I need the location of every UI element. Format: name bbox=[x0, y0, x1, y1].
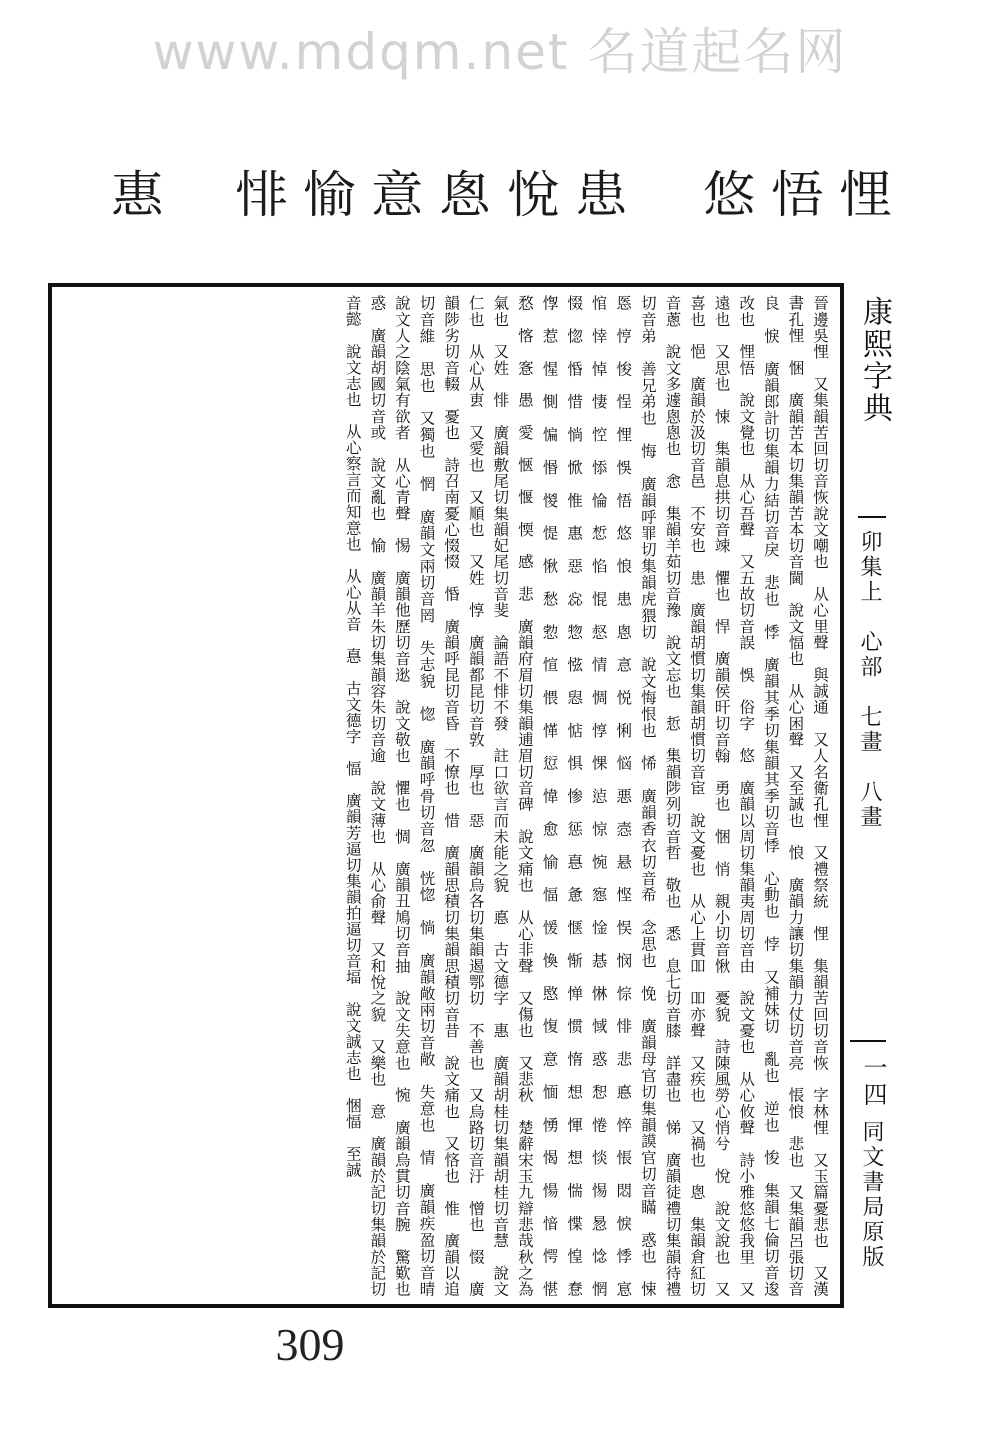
margin-divider bbox=[850, 1040, 886, 1042]
seal-glyph: 愉 bbox=[294, 168, 356, 214]
seal-group-right bbox=[694, 168, 892, 288]
seal-group-middle bbox=[362, 168, 628, 288]
page-number: 309 bbox=[275, 1319, 345, 1370]
watermark: www.mdqm.net 名道起名网 bbox=[152, 23, 848, 81]
seal-group-left bbox=[226, 168, 356, 288]
seal-glyph: 惠 bbox=[102, 168, 164, 214]
text-frame bbox=[48, 283, 844, 1314]
dictionary-body-text: 晉邊吳悝 又集韻苦回切音恢說文嘲也 从心里聲 與誠通 又人名衛孔悝 又禮祭統 悝 集韻苦回切音恢 字林悝 又玉篇憂悲也 又漢書孔悝 悃 廣韻苦本切集韻苦本切音閫 說文愊也 从心困聲 又至誠也 悢 廣韻力讓切集韻力仗切音亮 悵悢 悲也 又集韻呂張切音良 悷 廣韻郎計切集韻力結切音戾 悲也 悸 廣韻其季切集韻其季切音悸 心動也 悖 又補妹切 亂也 逆也 悛 集韻七倫切音逡 改也 悝悟 說文覺也 从心吾聲 又五故切音誤 悞 俗字 悠 廣韻以周切集韻夷周切音由 說文憂也 从心攸聲 詩小雅悠悠我里 又遠也 又思也 悚 集韻息拱切音竦 懼也 悍 廣韻侯旰切音翰 勇也 悃 悄 親小切音愀 憂貌 詩陳風勞心悄兮 悅 說文說也 又喜也 悒 廣韻於汲切音邑 不安也 患 廣韻胡慣切集韻胡慣切音宦 說文憂也 从心上貫吅 吅亦聲 又疾也 又禍也 悤 集韻倉紅切音蔥 說文多遽悤悤也 悆 集韻羊茹切音豫 說文忘也 悊 集韻陟列切音哲 敬也 悉 息七切音膝 詳盡也 悌 廣韻徒禮切集韻待禮切音弟 善兄弟也 悔 廣韻呼罪切集韻虎猥切 說文悔恨也 悕 廣韻香衣切音希 念思也 悗 廣韻母官切集韻謨官切音瞞 惑也 悚 悘 悙 悛 悜 悝 悞 悟 悠 悢 患 悤 悥 悦 悧 悩 悪 悫 悬 悭 悮 悯 悰 悱 悲 悳 悴 悵 悶 悷 悸 悹 悺 悻 悼 悽 悾 悿 惀 惁 惂 惃 惄 情 惆 惇 惈 惉 惊 惋 惌 惍 惎 惏 惐 惑 惒 惓 惔 惕 惖 惗 惘 惙 惚 惛 惜 惝 惞 惟 惠 惡 惢 惣 惤 惥 惦 惧 惨 惩 惪 惫 惬 惭 惮 惯 惰 想 惲 想 惴 惵 惶 惷 惸 惹 惺 惻 惼 惽 惾 惿 愀 愁 愂 愃 愄 愅 愆 愇 愈 愉 愊 愋 愌 愍 愎 意 愐 愑 愒 愓 愔 愕 愖 愗 愘 愙 愚 愛 愜 愝 愞 感 悲 廣韻府眉切集韻逋眉切音碑 說文痛也 从心非聲 又傷也 又悲秋 楚辭宋玉九辯悲哉秋之為氣也 又姓 悱 廣韻敷尾切集韻妃尾切音斐 論語不悱不發 註口欲言而未能之貌 悳 古文德字 惠 廣韻胡桂切集韻胡桂切音慧 說文仁也 从心从叀 又愛也 又順也 又姓 惇 廣韻都昆切音敦 厚也 惡 廣韻烏各切集韻遏鄂切 不善也 又烏路切音汙 憎也 惙 廣韻陟劣切音輟 憂也 詩召南憂心惙惙 惛 廣韻呼昆切音昏 不憭也 惜 廣韻思積切集韻思積切音昔 說文痛也 又悋也 惟 廣韻以追切音維 思也 又獨也 惘 廣韻文兩切音罔 失志貌 惚 廣韻呼骨切音忽 恍惚 惝 廣韻敞兩切音敞 失意也 情 廣韻疾盈切音晴 說文人之陰氣有欲者 从心青聲 惕 廣韻他歷切音逖 說文敬也 懼也 惆 廣韻丑鳩切音抽 說文失意也 惋 廣韻烏貫切音腕 驚歎也 惑 廣韻胡國切音或 說文亂也 愉 廣韻羊朱切集韻容朱切音逾 說文薄也 从心俞聲 又和悅之貌 又樂也 意 廣韻於記切集韻於記切音懿 說文志也 从心察言而知意也 从心从音 惪 古文德字 愊 廣韻芳逼切集韻拍逼切音堛 說文誠志也 悃愊 至誠 bbox=[343, 295, 829, 1314]
seal-group-far-left bbox=[102, 168, 164, 288]
seal-glyph: 悠 bbox=[694, 168, 756, 214]
seal-glyph: 悟 bbox=[762, 168, 824, 214]
seal-glyph: 悱 bbox=[226, 168, 288, 214]
section-heading: 卯集上 心部 七畫 八畫 bbox=[857, 530, 882, 830]
margin-divider bbox=[858, 516, 886, 518]
seal-glyph: 悤 bbox=[430, 168, 492, 214]
seal-glyph: 悅 bbox=[498, 168, 560, 214]
folio-number: 一四 bbox=[859, 1055, 887, 1109]
seal-glyph: 意 bbox=[362, 168, 424, 214]
seal-glyph: 患 bbox=[566, 168, 628, 214]
publisher-label: 同文書局原版 bbox=[859, 1120, 884, 1270]
seal-glyph: 悝 bbox=[830, 168, 892, 214]
book-title: 康熙字典 bbox=[857, 296, 892, 424]
